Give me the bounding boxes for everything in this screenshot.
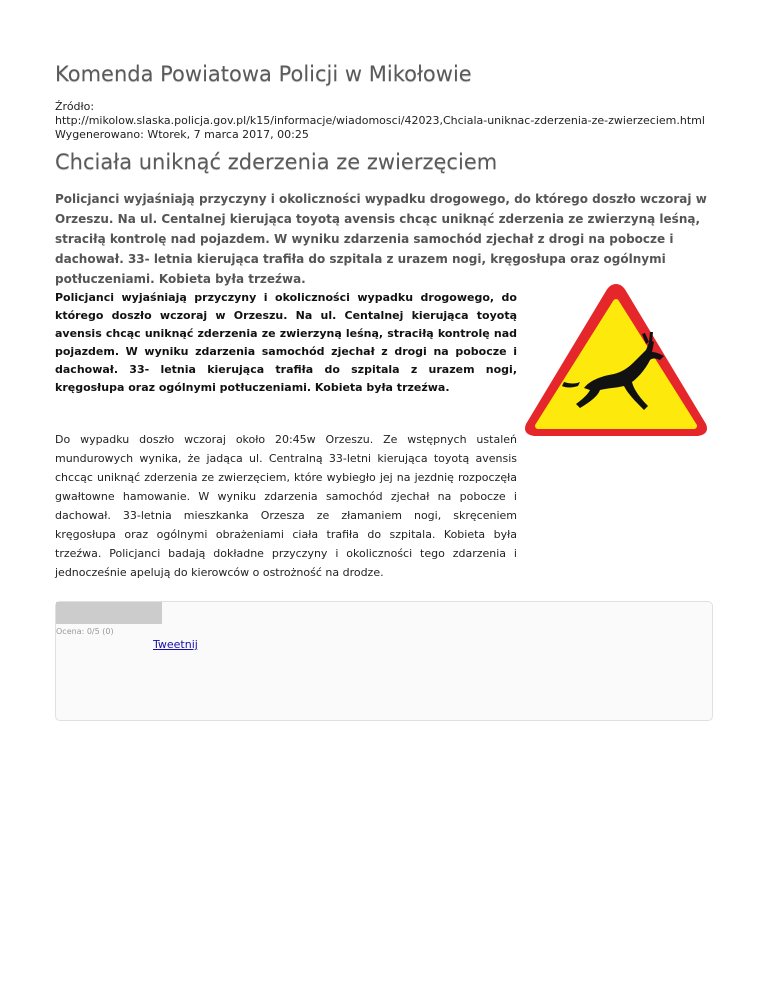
source-label: Źródło: <box>55 100 95 113</box>
tweet-link[interactable]: Tweetnij <box>153 638 198 651</box>
generated-date: Wygenerowano: Wtorek, 7 marca 2017, 00:25 <box>55 128 309 141</box>
rating-stars[interactable] <box>56 602 162 624</box>
article-lead-repeat: Policjanci wyjaśniają przyczyny i okoliczności wypadku drogowego, do którego doszło wczoraj w Orzeszu. Na ul. Centalnej kierująca toyotą avensis chcąc uniknąć zderzenia ze zwierzyną leśną, straciłą kontrolę nad pojazdem. W wyniku zdarzenia samochód zjechał z drogi na pobocze i dachował. 33- letnia kierująca trafiła do szpitala z urazem nogi, kręgosłupa oraz ogólnymi potłuczeniami. Kobieta była trzeźwa. <box>55 291 517 394</box>
site-title: Komenda Powiatowa Policji w Mikołowie <box>55 62 472 86</box>
article-body: Do wypadku doszło wczoraj około 20:45w Orzeszu. Ze wstępnych ustaleń mundurowych wynika, że jadąca ul. Centralną 33-letni kierująca toyotą avensis chccąc uniknąć zderzenia ze zwierzęciem, które wybiegło jej na jezdnię rozpoczęła gwałtowne hamowanie. W wyniku zdarzenia samochód zjechał na pobocze i dachował. 33-letnia mieszkanka Orzesza ze złamaniem nogi, skręceniem kręgosłupa oraz ogólnymi obrażeniami ciała trafiła do szpitala. Kobieta była trzeźwa. Policjanci badają dokładne przyczyny i okoliczności tego zdarzenia i jednocześnie apelują do kierowców o ostrożność na drodze. <box>55 433 517 579</box>
source-url: http://mikolow.slaska.policja.gov.pl/k15/informacje/wiadomosci/42023,Chciala-uniknac-zderzenia-ze-zwierzeciem.html <box>55 114 705 127</box>
wild-animals-warning-sign-icon <box>518 276 714 444</box>
source-meta <box>55 100 705 142</box>
rating-text: Ocena: 0/5 (0) <box>56 627 114 636</box>
rating-panel <box>55 601 713 721</box>
article-lead: Policjanci wyjaśniają przyczyny i okoliczności wypadku drogowego, do którego doszło wczoraj w Orzeszu. Na ul. Centalnej kierująca toyotą avensis chcąc uniknąć zderzenia ze zwierzyną leśną, straciłą kontrolę nad pojazdem. W wyniku zdarzenia samochód zjechał z drogi na pobocze i dachował. 33- letnia kierująca trafiła do szpitala z urazem nogi, kręgosłupa oraz ogólnymi potłuczeniami. Kobieta była trzeźwa. <box>55 192 707 286</box>
article-title: Chciała uniknąć zderzenia ze zwierzęciem <box>55 150 498 174</box>
